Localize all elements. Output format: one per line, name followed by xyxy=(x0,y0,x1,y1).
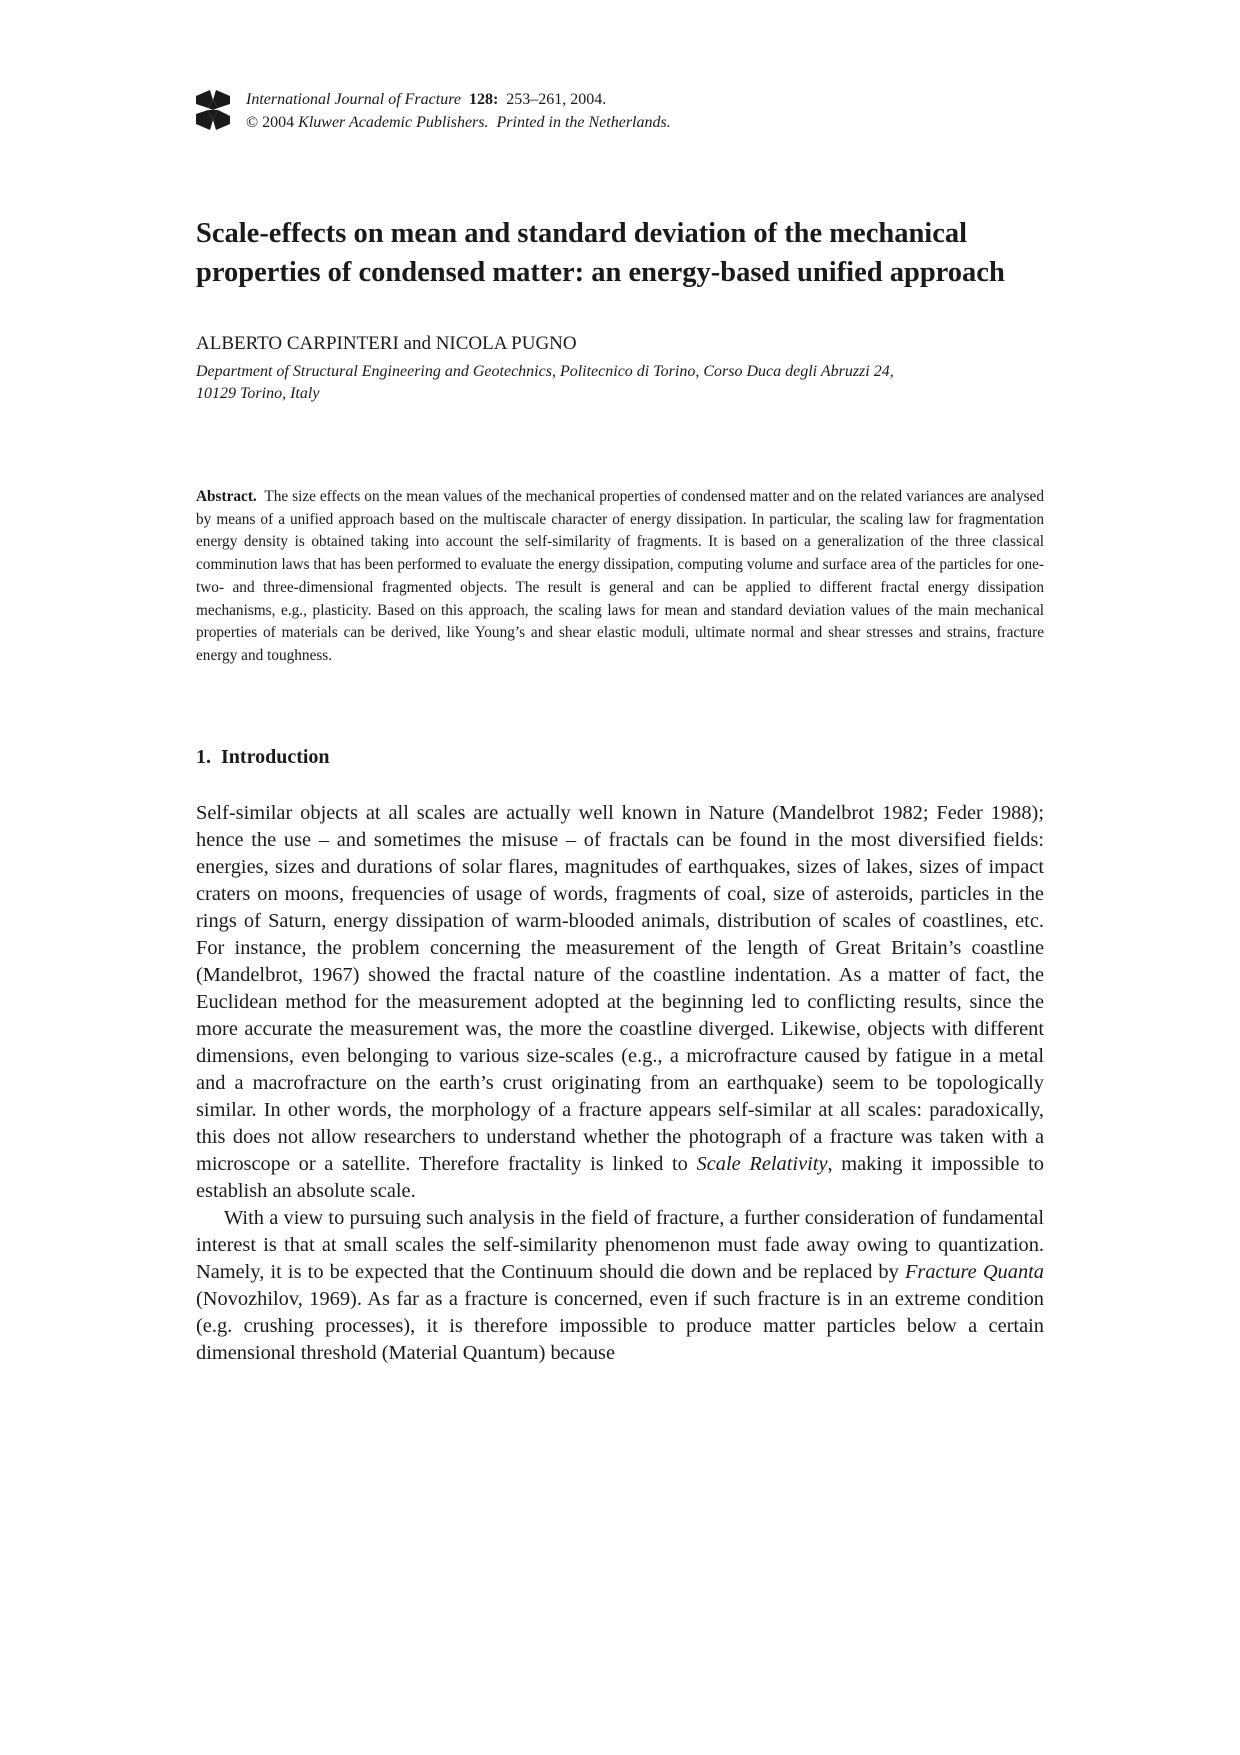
paragraph-1-text-a: Self-similar objects at all scales are actually well known in Nature (Mandelbrot 1982; Feder 1988); hence the use – and sometimes the misuse – of fractals can be found in the most diversified fields: energies, sizes and durations of solar flares, magnitudes of earthquakes, sizes of lakes, sizes of impact craters on moons, frequencies of usage of words, fragments of coal, size of asteroids, particles in the rings of Saturn, energy dissipation of warm-blooded animals, distribution of scales of coastlines, etc. For instance, the problem concerning the measurement of the length of Great Britain’s coastline (Mandelbrot, 1967) showed the fractal nature of the coastline indentation. As a matter of fact, the Euclidean method for the measurement adopted at the beginning led to conflicting results, since the more accurate the measurement was, the more the coastline diverged. Likewise, objects with different dimensions, even belonging to various size-scales (e.g., a microfracture caused by fatigue in a metal and a macrofracture on the earth’s crust originating from an earthquake) seem to be topologically similar. In other words, the morphology of a fracture appears self-similar at all scales: paradoxically, this does not allow researchers to understand whether the photograph of a fracture was taken with a microscope or a satellite. Therefore fractality is linked to xyxy=(196,802,1044,1175)
authors: ALBERTO CARPINTERI and NICOLA PUGNO xyxy=(196,333,577,354)
journal-pages-year: 253–261, 2004. xyxy=(506,91,607,108)
paragraph-1-text-b: , making it impossible to establish an absolute scale. xyxy=(196,1153,1044,1202)
printed-location: Printed in the Netherlands. xyxy=(496,114,671,131)
section-heading-introduction xyxy=(196,746,330,769)
copyright-line xyxy=(246,111,671,134)
journal-name: International Journal of Fracture xyxy=(246,91,461,108)
journal-volume: 128: xyxy=(468,91,499,108)
paper-title xyxy=(196,214,1076,292)
paragraph-1 xyxy=(196,800,1044,1205)
publisher-name: Kluwer Academic Publishers. xyxy=(298,114,489,131)
paragraph-2-text-b: (Novozhilov, 1969). As far as a fracture is concerned, even if such fracture is in an extreme condition (e.g. crushing processes), it is therefore impossible to produce matter particles below a certain dimensional threshold (Material Quantum) because xyxy=(196,1288,1044,1364)
abstract-text: The size effects on the mean values of the mechanical properties of condensed matter and on the related variances are analysed by means of a unified approach based on the multiscale character of energy dissipation. In particular, the scaling law for fragmentation energy density is obtained taking into account the self-similarity of fragments. It is based on a generalization of the three classical comminution laws that has been performed to evaluate the energy dissipation, computing volume and surface area of the particles for one- two- and three-dimensional fragmented objects. The result is general and can be applied to different fractal energy dissipation mechanisms, e.g., plasticity. Based on this approach, the scaling laws for mean and standard deviation values of the main mechanical properties of materials can be derived, like Young’s and shear elastic moduli, ultimate normal and shear stresses and strains, fracture energy and toughness. xyxy=(196,488,1044,664)
body-text xyxy=(196,800,1044,1367)
kluwer-logo-icon xyxy=(196,90,230,130)
section-title: Introduction xyxy=(221,746,330,768)
journal-citation-line xyxy=(246,88,671,111)
section-number: 1. xyxy=(196,746,211,768)
paragraph-2 xyxy=(196,1205,1044,1367)
paper-title-line-1: Scale-effects on mean and standard deviation of the mechanical xyxy=(196,218,968,249)
copyright-year: © 2004 xyxy=(246,114,295,131)
journal-header xyxy=(196,88,896,136)
affiliation-line-1: Department of Structural Engineering and Geotechnics, Politecnico di Torino, Corso Duca degli Abruzzi 24, xyxy=(196,363,894,380)
paragraph-2-emphasis: Fracture Quanta xyxy=(904,1261,1045,1283)
paragraph-1-emphasis: Scale Relativity xyxy=(696,1153,828,1175)
abstract xyxy=(196,486,1044,668)
affiliation-line-2: 10129 Torino, Italy xyxy=(196,385,320,402)
paragraph-2-text-a: With a view to pursuing such analysis in the field of fracture, a further consideration of fundamental interest is that at small scales the self-similarity phenomenon must fade away owing to quantization. Namely, it is to be expected that the Continuum should die down and be replaced by xyxy=(196,1207,1044,1283)
affiliation xyxy=(196,361,1056,405)
abstract-label: Abstract. xyxy=(196,488,257,505)
paper-title-line-2: properties of condensed matter: an energy-based unified approach xyxy=(196,257,1005,288)
